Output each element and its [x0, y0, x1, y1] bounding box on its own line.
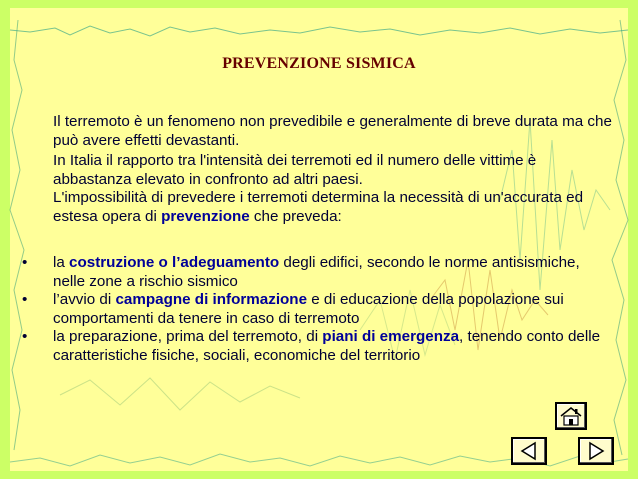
slide-background	[10, 8, 628, 471]
keyword-costruzione: costruzione o l’adeguamento	[69, 254, 280, 271]
paragraph-intro: Il terremoto è un fenomeno non prevedibile e generalmente di breve durata ma che può avere effetti devastanti.	[53, 113, 612, 149]
bullet-marker: •	[22, 291, 28, 308]
keyword-campagne: campagne di informazione	[115, 291, 308, 308]
bullet-text-after: , tenendo conto delle caratteristiche fisiche, sociali, economiche del territorio	[53, 328, 601, 364]
paragraph-italy: In Italia il rapporto tra l'intensità dei terremoti ed il numero delle vittime è abbastanza elevato in confronto ad altri paesi.	[53, 152, 537, 188]
home-button[interactable]	[555, 402, 587, 430]
bullet-marker: •	[22, 328, 28, 345]
previous-slide-button[interactable]	[511, 437, 547, 465]
triangle-left-icon	[513, 439, 545, 463]
bullet-text	[53, 291, 613, 328]
bullet-marker: •	[22, 254, 28, 271]
paragraph-prevention-tail: che preveda:	[249, 207, 342, 225]
bullet-text	[53, 328, 613, 365]
bullet-text-before: la preparazione, prima del terremoto, di	[53, 328, 323, 345]
bullet-text-before: la	[53, 254, 70, 271]
paragraph-prevention	[53, 189, 613, 226]
paragraph-prevention-text: L'impossibilità di prevedere i terremoti determina la necessità di un'accurata ed estesa opera di	[53, 189, 584, 225]
bullet-text-before: l’avvio di	[53, 291, 116, 308]
triangle-right-icon	[580, 439, 612, 463]
bullet-text-after: degli edifici, secondo le norme antisismiche, nelle zone a rischio sismico	[53, 254, 580, 290]
keyword-piani: piani di emergenza	[322, 328, 460, 345]
next-slide-button[interactable]	[578, 437, 614, 465]
home-icon	[557, 404, 585, 428]
slide-title: PREVENZIONE SISMICA	[222, 55, 416, 72]
keyword-prevenzione: prevenzione	[161, 207, 250, 225]
bullet-text-after: e di educazione della popolazione sui comportamenti da tenere in caso di terremoto	[53, 291, 564, 327]
bullet-text	[53, 254, 613, 291]
